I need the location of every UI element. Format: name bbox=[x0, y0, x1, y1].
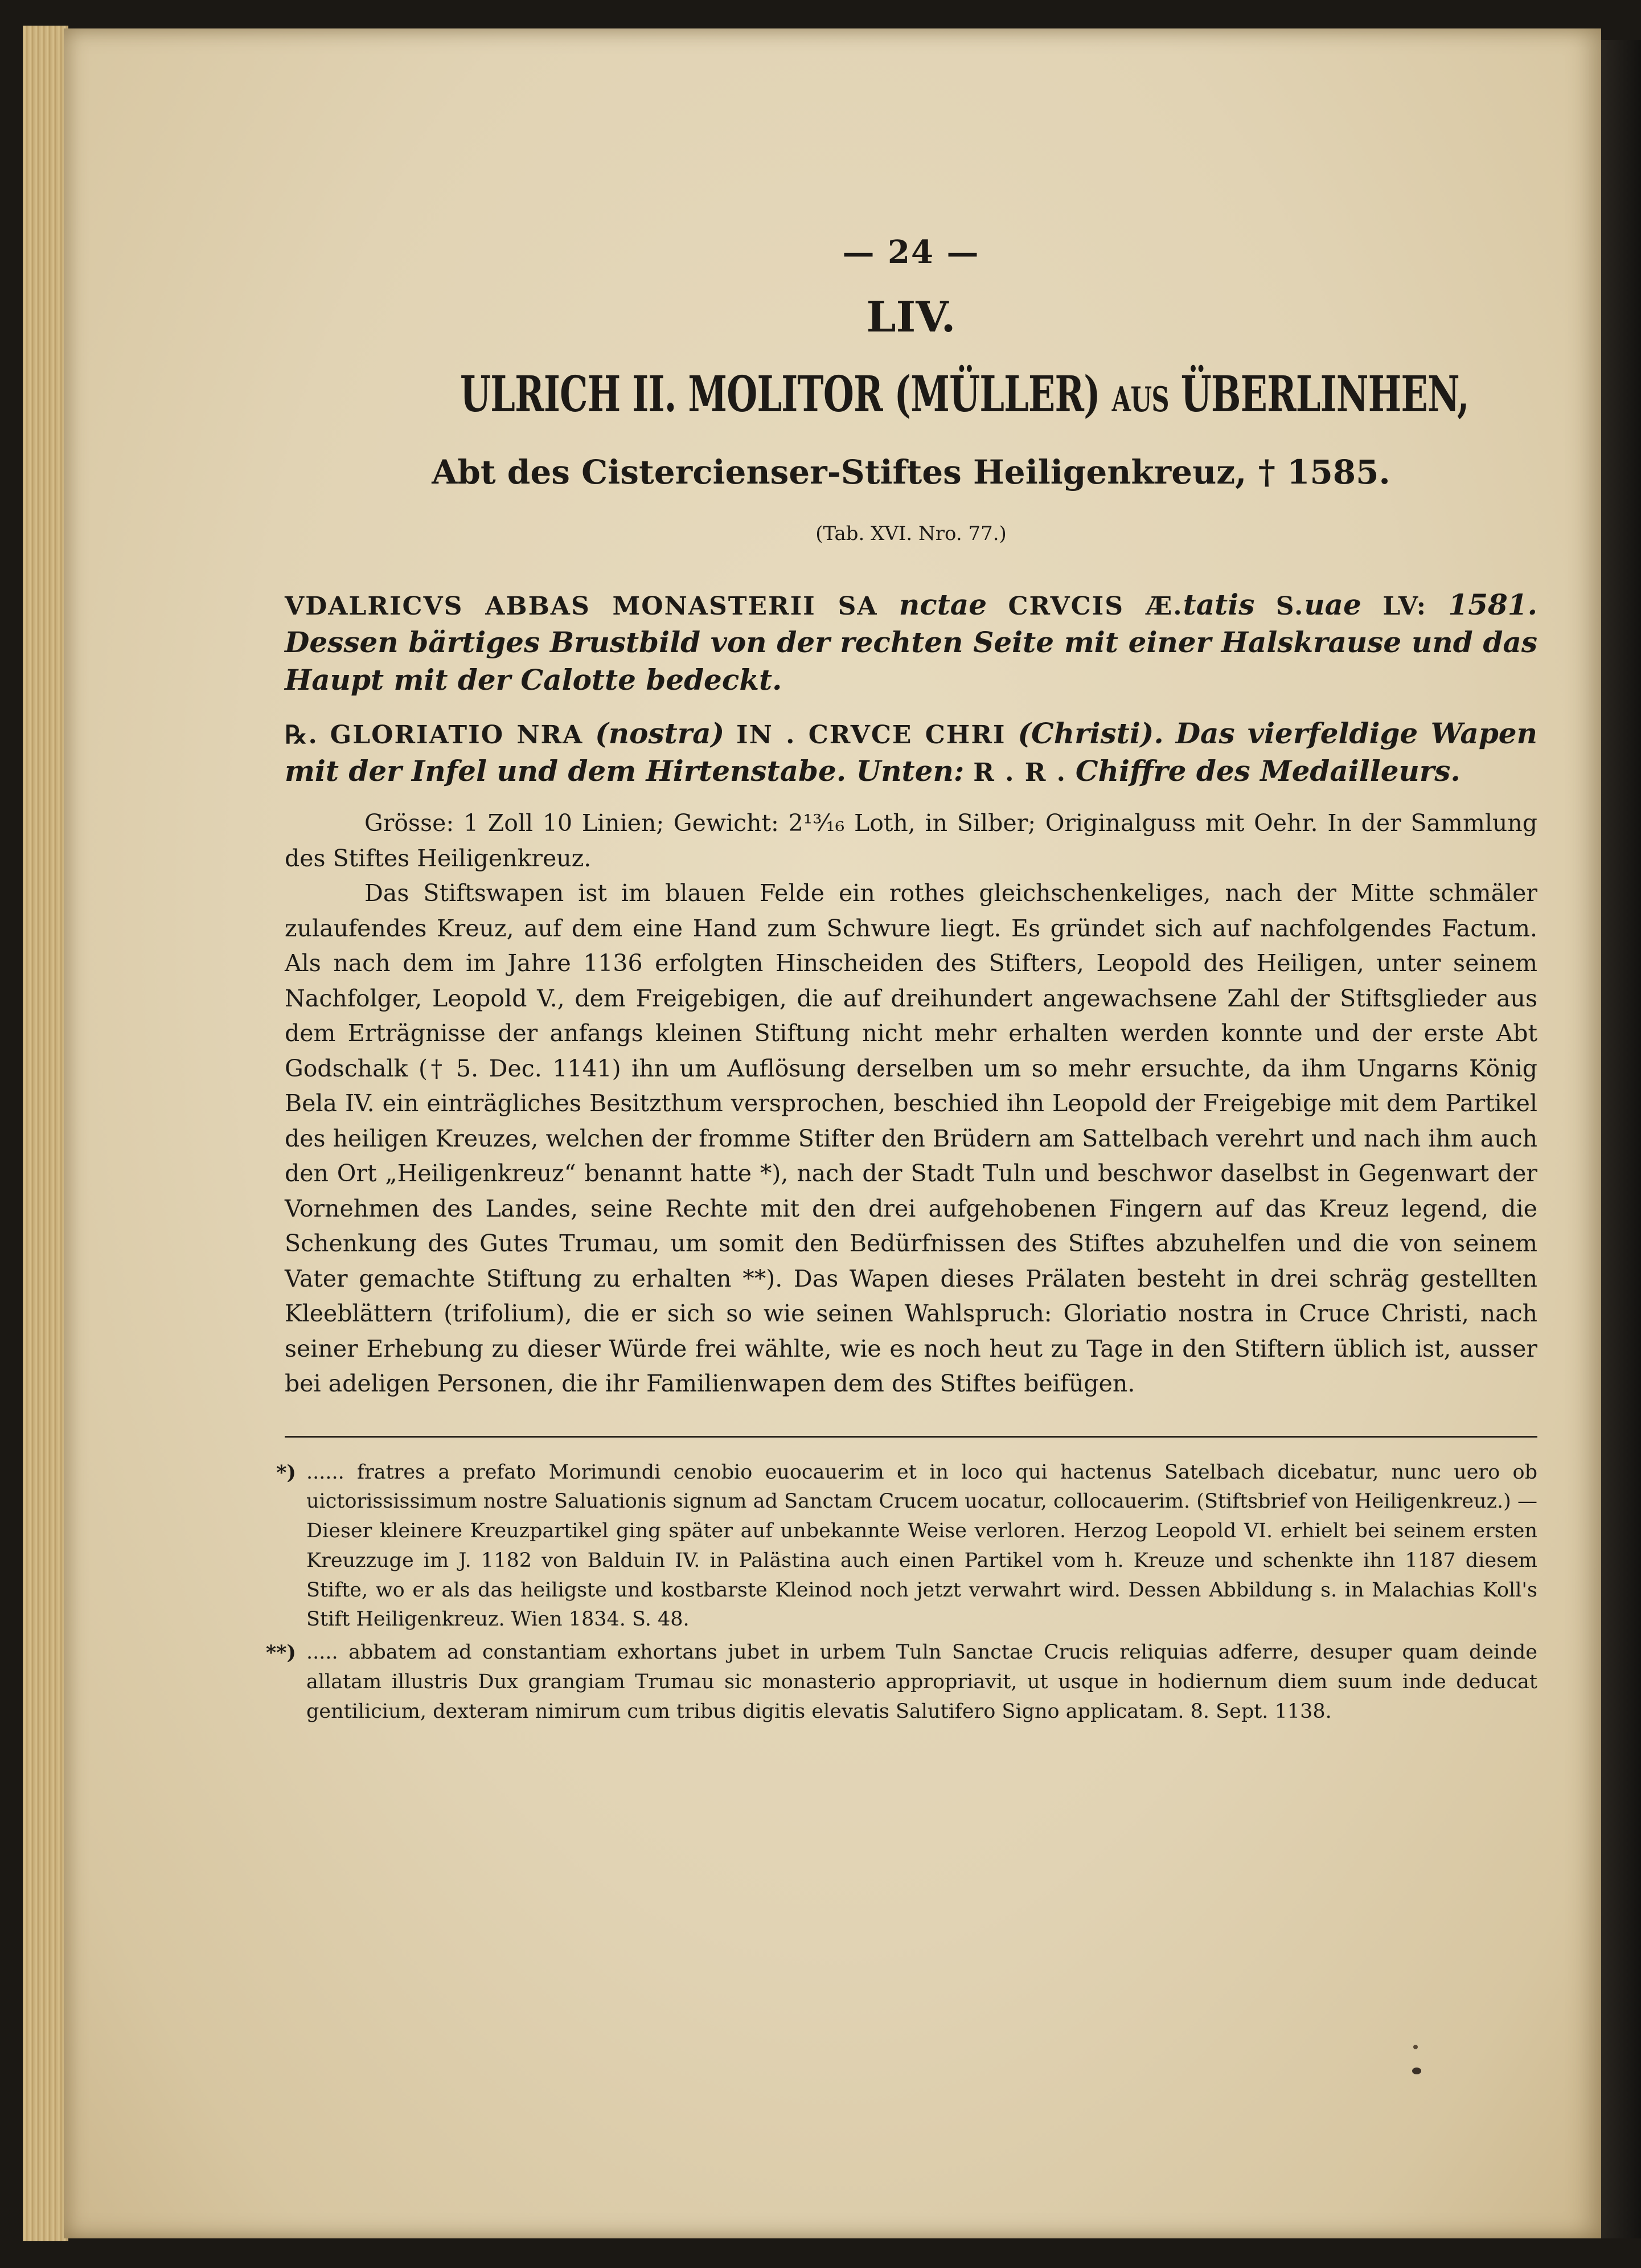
reverse-legend-2: IN . CRVCE CHRI bbox=[736, 720, 1006, 750]
reverse-marker: ℞. bbox=[285, 720, 318, 750]
footnote-marker: *) bbox=[276, 1460, 296, 1484]
reverse-letters: R . R . bbox=[973, 758, 1066, 787]
obverse-legend-1: VDALRICVS ABBAS MONASTERII SA bbox=[285, 592, 878, 621]
footnote-divider bbox=[285, 1436, 1537, 1438]
page-number: — 24 — bbox=[842, 234, 980, 271]
body-text bbox=[285, 806, 1537, 1402]
paper-speck bbox=[1413, 2045, 1418, 2049]
obverse-legend-italic-2: tatis bbox=[1183, 588, 1255, 621]
footnote-2 bbox=[265, 1638, 1537, 1726]
main-paragraph: Das Stiftswapen ist im blauen Felde ein rothes gleichschenkeliges, nach der Mitte schmäler zulaufendes Kreuz, auf dem eine Hand zum Schwure liegt. Es gründet sich auf nachfolgendes Factum. Als nach dem im Jahre 1136 erfolgten Hinscheiden des Stifters, Leopold des Heiligen, unter seinem Nachfolger, Leopold V., dem Freigebigen, die auf dreihundert angewachsene Zahl der Stiftsglieder aus dem Erträgnisse der anfangs kleinen Stiftung nicht mehr erhalten werden konnte und der erste Abt Godschalk († 5. Dec. 1141) ihn um Auflösung derselben um so mehr ersuchte, da ihm Ungarns König Bela IV. ein einträgliches Besitzthum versprochen, beschied ihn Leopold der Freigebige mit dem Partikel des heiligen Kreuzes, welchen der fromme Stifter den Brüdern am Sattelbach verehrt und nach ihm auch den Ort „Heiligenkreuz“ benannt hatte *), nach der Stadt Tuln und beschwor daselbst in Gegenwart der Vornehmen des Landes, seine Rechte mit den drei aufgehobenen Fingern auf das Kreuz legend, die Schenkung des Gutes Trumau, um somit den Bedürfnissen des Stiftes abzuhelfen und die von seinem Vater gemachte Stiftung zu erhalten **). Das Wapen dieses Prälaten besteht in drei schräg gestellten Kleeblättern (trifolium), die er sich so wie seinen Wahlspruch: Gloriatio nostra in Cruce Christi, nach seiner Erhebung zu dieser Würde frei wählte, wie es noch heut zu Tage in den Stiftern üblich ist, ausser bei adeligen Personen, die ihr Familienwapen dem des Stiftes beifügen. bbox=[285, 879, 1537, 1397]
obverse-legend-italic-1: nctae bbox=[899, 588, 987, 621]
footnote-marker: **) bbox=[265, 1641, 296, 1665]
size-paragraph: Grösse: 1 Zoll 10 Linien; Gewicht: 2¹³⁄₁₆ Loth, in Silber; Originalguss mit Oehr. In der Sammlung des Stiftes Heiligenkreuz. bbox=[285, 809, 1537, 872]
obverse-legend-4: LV: bbox=[1382, 592, 1427, 621]
reverse-text: Das vierfeldige Wapen mit der Infel und dem Hirtenstabe. Unten: bbox=[285, 717, 1537, 788]
table-reference: (Tab. XVI. Nro. 77.) bbox=[815, 522, 1007, 545]
scan-background-strip bbox=[1601, 40, 1641, 2238]
book-page-edges bbox=[23, 26, 68, 2241]
page-text-block bbox=[265, 234, 1537, 1730]
reverse-legend-italic-1: (nostra) bbox=[595, 717, 725, 750]
section-number: LIV. bbox=[866, 293, 956, 342]
title-aus: AUS bbox=[1111, 380, 1169, 420]
reverse-text-end: Chiffre des Medailleurs. bbox=[1075, 754, 1461, 788]
footnote-text: ...... fratres a prefato Morimundi cenobio euocauerim et in loco qui hactenus Satelbach dicebatur, nunc uero ob uictorississimum nostre Saluationis signum ad Sanctam Crucem uocatur, collocauerim. (Stiftsbrief von Heiligenkreuz.) — Dieser kleinere Kreuzpartikel ging später auf unbekannte Weise verloren. Herzog Leopold VI. erhielt bei seinem ersten Kreuzzuge im J. 1182 von Balduin IV. in Palästina auch einen Partikel vom h. Kreuze und schenkte ihn 1187 diesem Stifte, wo er als das heiligste und kostbarste Kleinod noch jetzt verwahrt wird. Dessen Abbildung s. in Malachias Koll's Stift Heiligenkreuz. Wien 1834. S. 48. bbox=[306, 1460, 1537, 1631]
footnote-1 bbox=[276, 1458, 1537, 1635]
obverse-text: 1581. Dessen bärtiges Brustbild von der rechten Seite mit einer Halskrause und das Haupt mit der Calotte bedeckt. bbox=[285, 588, 1537, 697]
footnote-text: ..... abbatem ad constantiam exhortans jubet in urbem Tuln Sanctae Crucis reliquias adferre, desuper quam deinde allatam illustris Dux grangiam Trumau sic monasterio appropriavit, ut usque in hodiernum diem suum inde deducat gentilicium, dexteram nimirum cum tribus digitis elevatis Salutifero Signo applicatam. 8. Sept. 1138. bbox=[306, 1641, 1537, 1723]
reverse-legend-italic-2: (Christi). bbox=[1018, 717, 1164, 750]
footnotes bbox=[265, 1458, 1537, 1727]
entry-title bbox=[460, 366, 1469, 423]
obverse-legend-3: S. bbox=[1275, 592, 1304, 621]
obverse-legend-2: CRVCIS Æ. bbox=[1008, 592, 1183, 621]
obverse-description bbox=[285, 586, 1537, 699]
entry-subtitle: Abt des Cistercienser-Stiftes Heiligenkreuz, † 1585. bbox=[432, 453, 1390, 492]
reverse-legend-1: GLORIATIO NRA bbox=[330, 720, 584, 750]
reverse-description bbox=[285, 715, 1537, 790]
paper-speck bbox=[1412, 2068, 1421, 2074]
title-place: ÜBERLINHEN, bbox=[1180, 366, 1469, 423]
title-name: ULRICH II. MOLITOR (MÜLLER) bbox=[460, 366, 1100, 423]
obverse-legend-italic-3: uae bbox=[1304, 588, 1361, 621]
